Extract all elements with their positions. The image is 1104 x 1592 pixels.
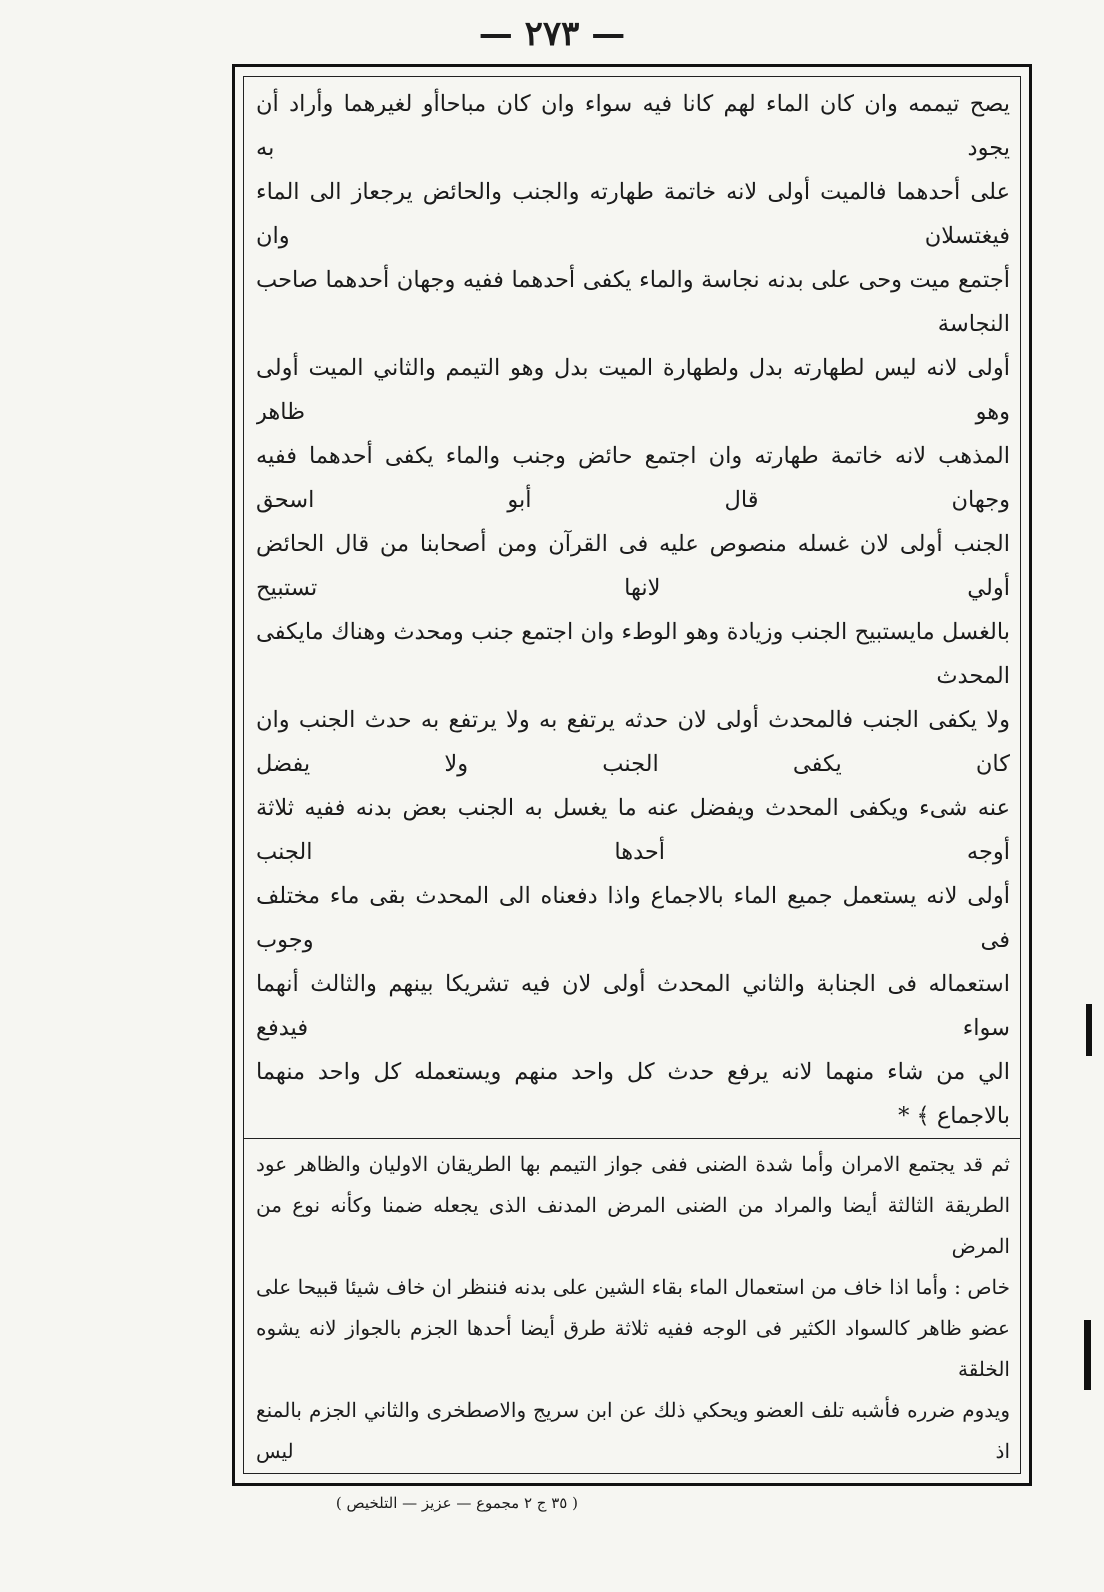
main-text-block (256, 82, 1010, 1132)
main-line: على أحدهما فالميت أولى لانه خاتمة طهارته والجنب والحائض يرجعاز الى الماء فيغتسلان وان (256, 179, 1010, 249)
commentary-line: عضو ظاهر كالسواد الكثير فى الوجه ففيه ثلاثة طرق أيضا أحدها الجزم بالجواز لانه يشوه الخلقة (256, 1316, 1010, 1381)
section-divider (243, 1138, 1021, 1139)
commentary-line: ثم قد يجتمع الامران وأما شدة الضنى ففى جواز التيمم بها الطريقان الاوليان والظاهر عود (256, 1152, 1010, 1176)
commentary-block (256, 1144, 1010, 1470)
commentary-line: ويدوم ضرره فأشبه تلف العضو ويحكي ذلك عن ابن سريج والاصطخرى والثاني الجزم بالمنع اذ ليس (256, 1398, 1010, 1463)
commentary-line: خاص : وأما اذا خاف من استعمال الماء بقاء الشين على بدنه فننظر ان خاف شيئا قبيحا على (256, 1275, 1010, 1299)
main-line: الي من شاء منهما لانه يرفع حدث كل واحد منهم ويستعمله كل واحد منهما بالاجماع ﴾ * (256, 1059, 1010, 1129)
main-line: المذهب لانه خاتمة طهارته وان اجتمع حائض وجنب والماء يكفى أحدهما ففيه وجهان قال أبو اسحق (256, 443, 1010, 513)
commentary-line: الطريقة الثالثة أيضا والمراد من الضنى المرض المدنف الذى يجعله ضمنا وكأنه نوع من المرض (256, 1193, 1010, 1258)
main-line: عنه شىء ويكفى المحدث ويفضل عنه ما يغسل به الجنب بعض بدنه ففيه ثلاثة أوجه أحدها الجنب (256, 795, 1010, 865)
main-line: بالغسل مايستبيح الجنب وزيادة وهو الوطء وان اجتمع جنب ومحدث وهناك مايكفى المحدث (256, 619, 1010, 689)
margin-mark (1086, 1004, 1092, 1056)
print-signature: ( ٣٥ ج ٢ مجموع — عزيز — التلخيص ) (335, 1494, 578, 1512)
main-line: الجنب أولى لان غسله منصوص عليه فى القرآن ومن أصحابنا من قال الحائض أولي لانها تستبيح (256, 531, 1010, 601)
page-number: — ٢٧٣ — (478, 14, 626, 54)
main-line: ولا يكفى الجنب فالمحدث أولى لان حدثه يرتفع به ولا يرتفع به حدث الجنب وان كان يكفى الجنب ولا يفضل (256, 707, 1010, 777)
main-line: يصح تيممه وان كان الماء لهم كانا فيه سواء وان كان مباحاأو لغيرهما وأراد أن يجود به (256, 91, 1010, 161)
main-line: أولى لانه ليس لطهارته بدل ولطهارة الميت بدل وهو التيمم والثاني الميت أولى وهو ظاهر (256, 355, 1010, 425)
main-line: أجتمع ميت وحى على بدنه نجاسة والماء يكفى أحدهما ففيه وجهان أحدهما صاحب النجاسة (256, 267, 1010, 337)
main-line: أولى لانه يستعمل جميع الماء بالاجماع واذا دفعناه الى المحدث بقى ماء مختلف فى وجوب (256, 883, 1010, 953)
margin-mark (1084, 1320, 1091, 1390)
main-line: استعماله فى الجنابة والثاني المحدث أولى لان فيه تشريكا بينهم والثالث أنهما سواء فيدفع (256, 971, 1010, 1041)
